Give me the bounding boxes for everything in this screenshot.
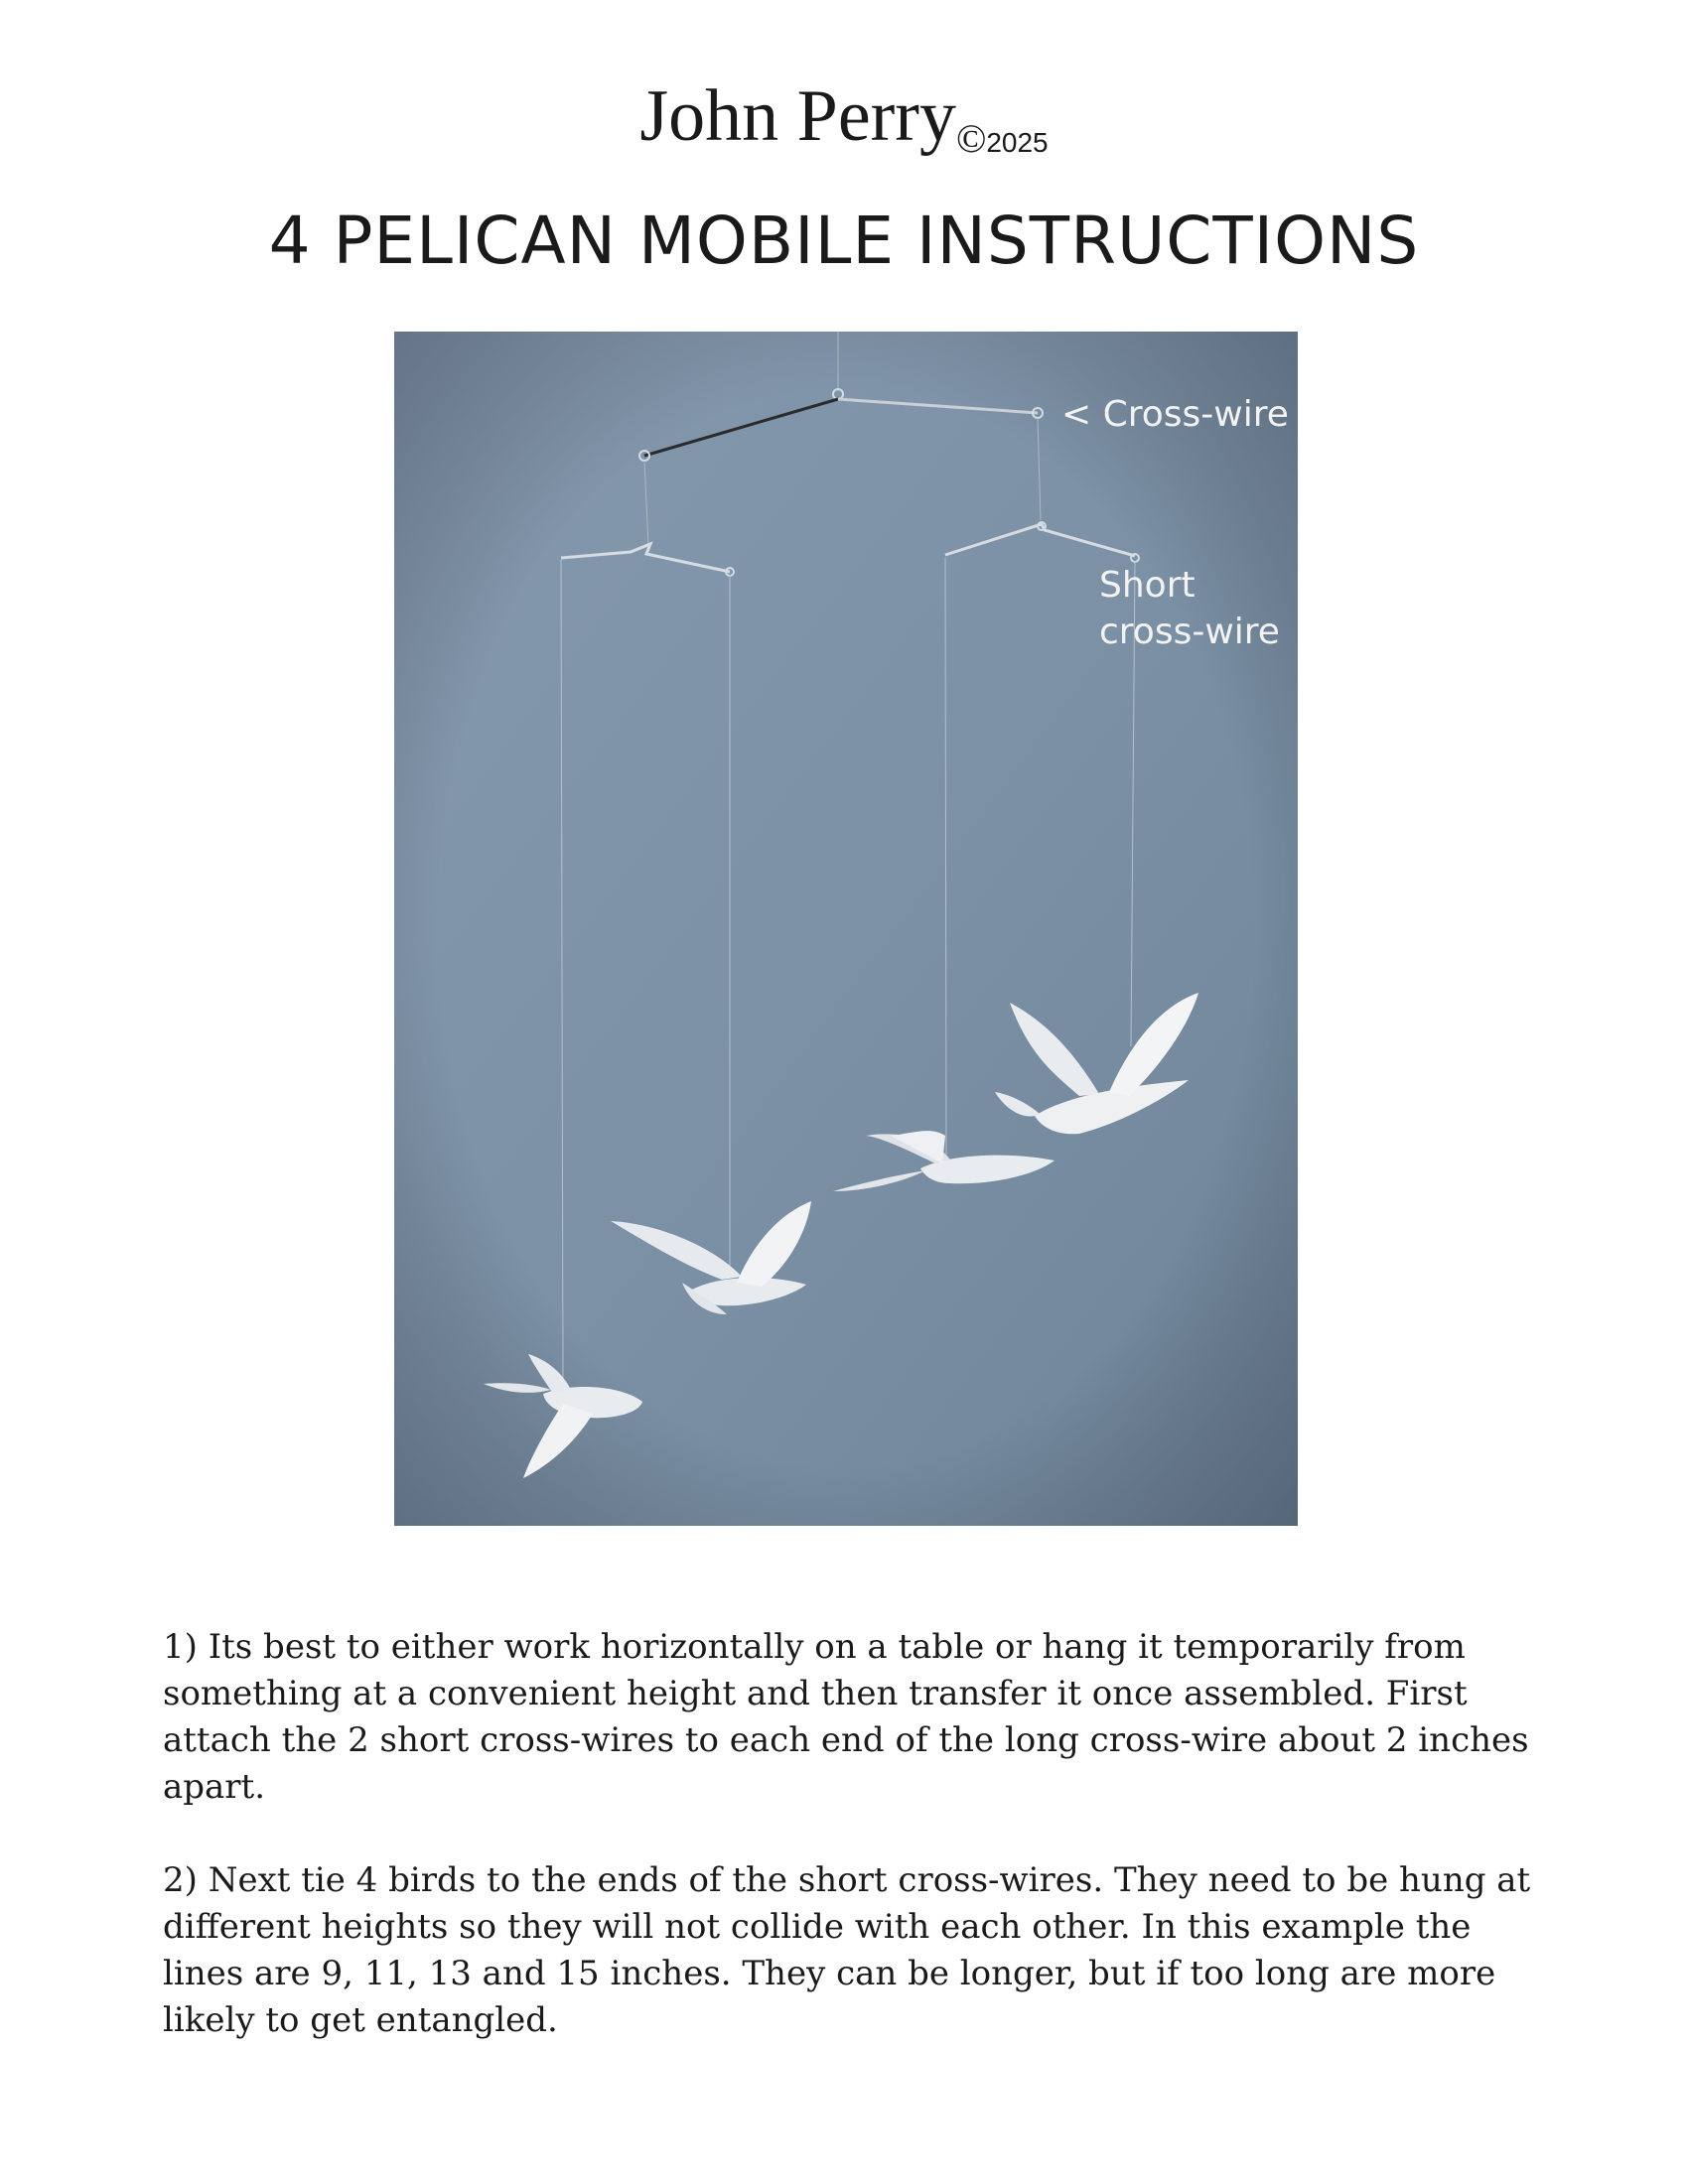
photo-vignette [394, 332, 1298, 1526]
label-cross-wire: < Cross-wire [1061, 394, 1289, 435]
label-short-cross-wire [1099, 562, 1280, 655]
copyright-symbol: © [955, 116, 987, 161]
mobile-photo-illustration [394, 332, 1298, 1526]
author-name: John Perry [639, 75, 956, 157]
label-short-line1: Short [1099, 565, 1196, 606]
instruction-step-2: 2) Next tie 4 birds to the ends of the short cross-wires. They need to be hung at different heights so they will not collide with each other. In this example the lines are 9, 11, 13 and 15 inches. They can be longer, but if too long are more likely to get entangled. [163, 1860, 1531, 2040]
instructions [163, 1624, 1543, 2091]
label-short-line2: cross-wire [1099, 612, 1280, 652]
instruction-step-1: 1) Its best to either work horizontally on a table or hang it temporarily from something at a convenient height and then transfer it once assembled. First attach the 2 short cross-wires to each end of the long cross-wire about 2 inches apart. [163, 1627, 1529, 1807]
mobile-photo [394, 332, 1298, 1526]
author-line [0, 71, 1688, 188]
page-title: 4 PELICAN MOBILE INSTRUCTIONS [268, 203, 1420, 279]
copyright-year: 2025 [986, 127, 1049, 158]
